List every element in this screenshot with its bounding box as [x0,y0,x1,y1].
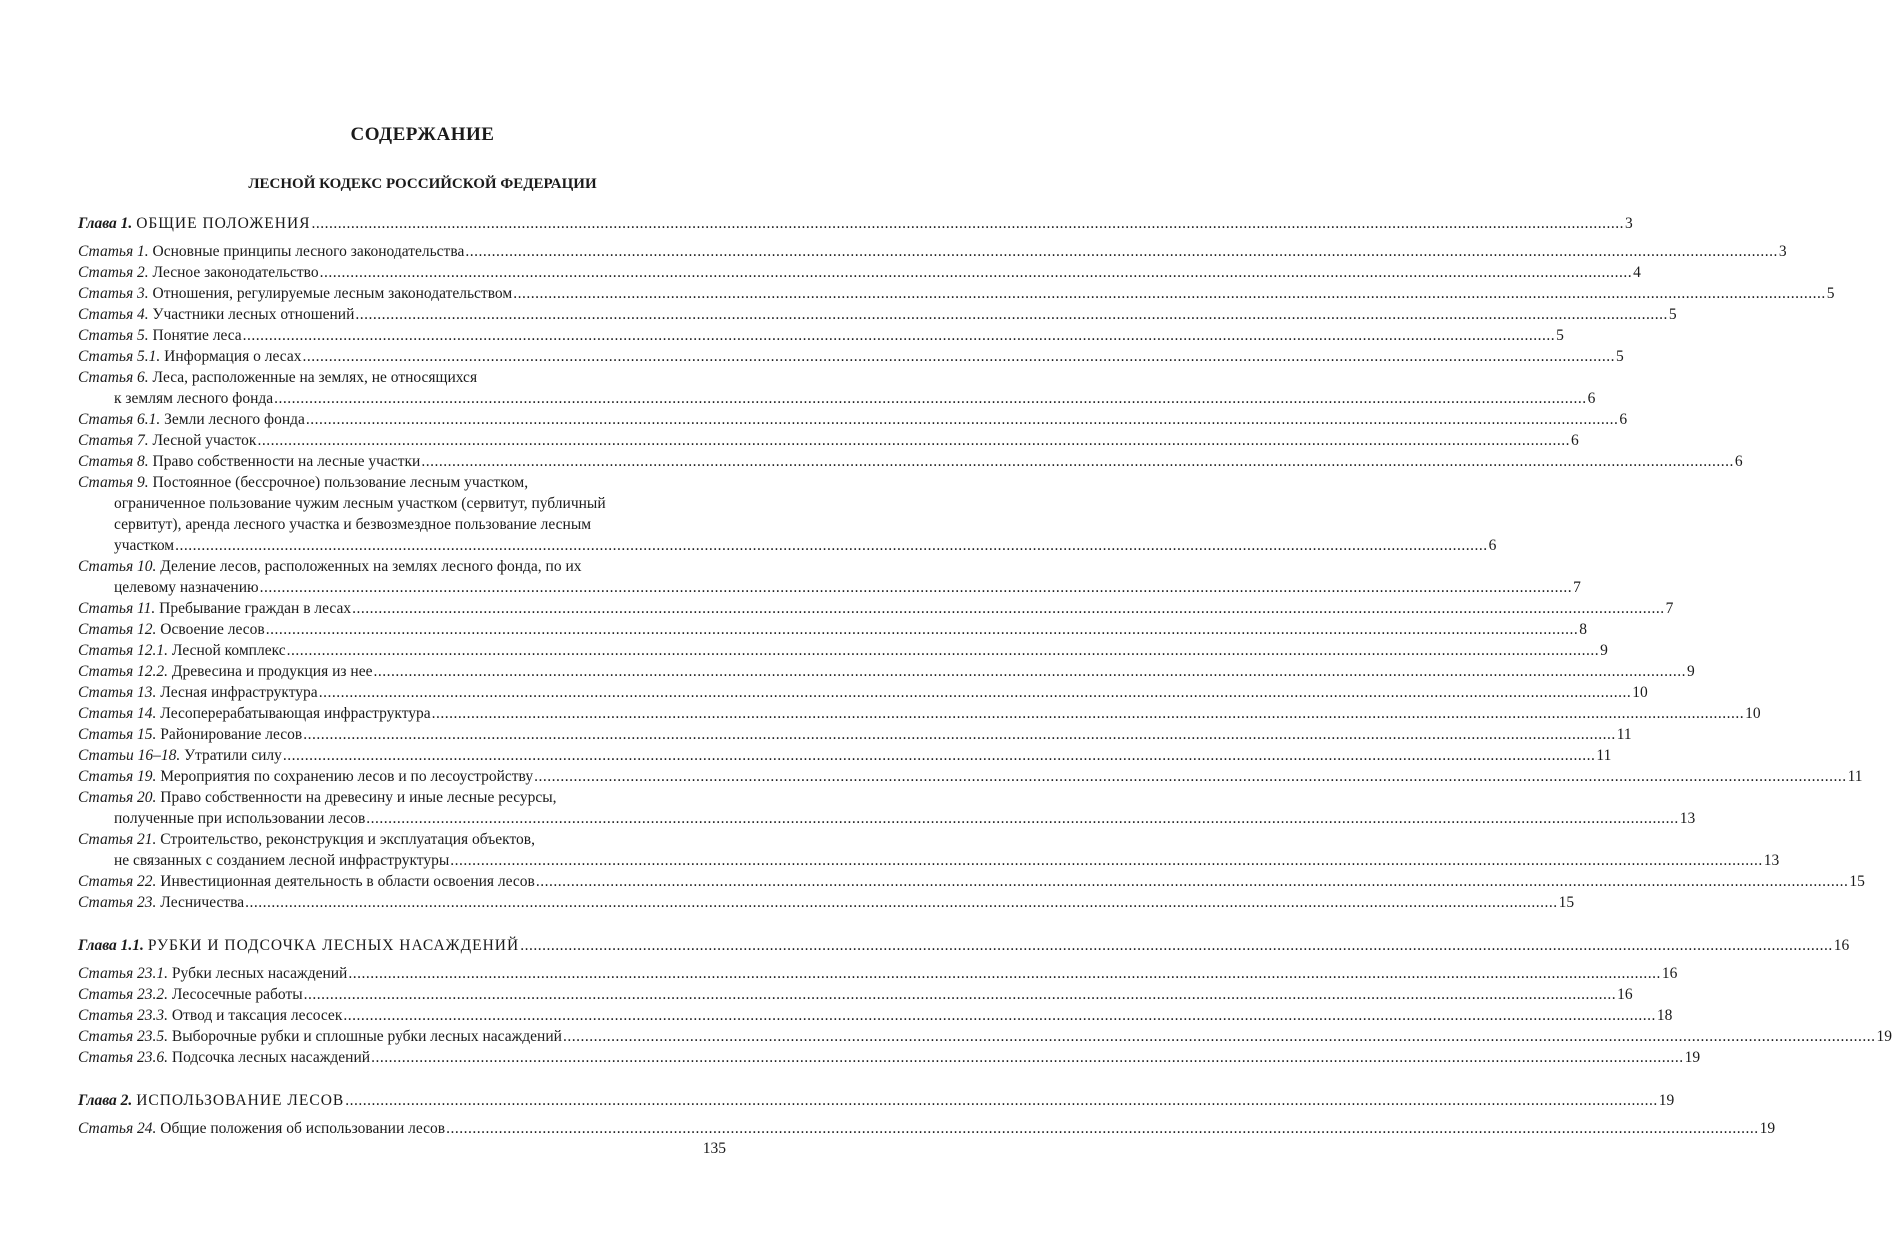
toc-entry-label: Статья 10. [78,558,157,575]
toc-entry-text [78,598,351,619]
toc-entry[interactable] [78,984,1633,1005]
toc-entry-line [78,640,1608,661]
toc-entry-text [78,1005,342,1026]
toc-entry-label: Статья 1. [78,243,149,260]
toc-chapter[interactable] [78,935,1850,956]
toc-leader-dots: ............................................................................................................................................................................................................................................................................................................ [259,579,1573,596]
toc-page-number: 5 [1826,285,1835,302]
toc-entry-label: Статья 15. [78,726,157,743]
toc-page-number: 11 [1596,747,1612,764]
toc-entry-title: сервитут), аренда лесного участка и безвозмездное пользование лесным [114,516,592,533]
toc-page-number: 10 [1745,705,1761,722]
toc-entry-title: Основные принципы лесного законодательства [152,243,465,260]
toc-leader-dots: ............................................................................................................................................................................................................................................................................................................ [305,411,1619,428]
toc-page-number: 9 [1686,663,1695,680]
toc-entry-line [78,535,1497,556]
toc-entry-title: Лесной участок [152,432,257,449]
toc-chapter-label: Глава 1.1. [78,937,144,954]
toc-entry-line [78,619,1587,640]
toc-entry-text [78,1026,562,1047]
toc-entry-title: Лесосечные работы [171,986,303,1003]
toc-leader-dots: ............................................................................................................................................................................................................................................................................................................ [345,1092,1658,1109]
toc-entry-text [78,682,318,703]
toc-entry-label: Статья 4. [78,306,149,323]
toc-entry-text [78,829,535,850]
toc-entry[interactable] [78,1047,1701,1068]
toc-entry-text [114,493,606,514]
toc-chapter-title: ОБЩИЕ ПОЛОЖЕНИЯ [136,215,311,232]
toc-page-number: 6 [1570,432,1579,449]
toc-entry-text [78,619,265,640]
toc-leader-dots: ............................................................................................................................................................................................................................................................................................................ [311,215,1624,232]
toc-entry-title: Отвод и таксация лесосек [171,1007,343,1024]
toc-entry-line [78,241,1787,262]
toc-entry-line [78,766,1863,787]
toc-entry-line [78,703,1761,724]
toc-entry-label: Статья 22. [78,873,157,890]
toc-entry[interactable] [78,619,1587,640]
toc-entry-text [78,787,557,808]
toc-entry-title: Деление лесов, расположенных на землях лесного фонда, по их [160,558,582,575]
toc-entry-line [78,493,726,514]
toc-entry-line [78,430,1579,451]
toc-page-number: 5 [1668,306,1677,323]
toc-entry-label: Статья 9. [78,474,149,491]
toc-entry-title: Подсочка лесных насаждений [171,1049,371,1066]
toc-page-number: 5 [1615,348,1624,365]
toc-leader-dots: ............................................................................................................................................................................................................................................................................................................ [348,965,1661,982]
toc-page-number: 7 [1665,600,1674,617]
toc-leader-dots: ............................................................................................................................................................................................................................................................................................................ [371,1049,1684,1066]
toc-leader-dots: ............................................................................................................................................................................................................................................................................................................ [562,1028,1876,1045]
toc-chapter-label: Глава 1. [78,215,133,232]
toc-entry[interactable] [78,430,1579,451]
toc-chapter-line [78,935,1850,956]
toc-entry-line [78,787,726,808]
toc-entry-text [78,304,354,325]
toc-entry[interactable] [78,892,1575,913]
toc-entry-text [78,283,512,304]
toc-entry-line [78,682,1648,703]
toc-entry-label: Статья 23. [78,894,157,911]
toc-leader-dots: ............................................................................................................................................................................................................................................................................................................ [175,537,1488,554]
toc-entry-line [78,514,726,535]
toc-chapter-line [78,213,1633,234]
toc-entry-title: Мероприятия по сохранению лесов и по лесоустройству [160,768,534,785]
page-number: 135 [702,1140,726,1157]
toc-entry-title: Леса, расположенные на землях, не относящихся [152,369,478,386]
toc-entry-text [78,1047,370,1068]
toc-entry-label: Статья 3. [78,285,149,302]
toc-page-number: 6 [1619,411,1628,428]
toc-entry-text [78,871,535,892]
toc-entry-title: Инвестиционная деятельность в области освоения лесов [160,873,535,890]
toc-leader-dots: ............................................................................................................................................................................................................................................................................................................ [465,243,1778,260]
toc-chapter-heading [78,935,519,956]
toc-entry-line [78,346,1624,367]
toc-entry-title: Понятие леса [152,327,242,344]
toc-leader-dots: ............................................................................................................................................................................................................................................................................................................ [286,642,1600,659]
toc-entry-text [78,451,420,472]
toc-entry[interactable] [78,409,1628,430]
toc-entry[interactable] [78,283,1835,304]
toc-leader-dots: ............................................................................................................................................................................................................................................................................................................ [274,390,1587,407]
toc-entry-title: целевому назначению [114,579,259,596]
toc-chapter-label: Глава 2. [78,1092,133,1109]
toc-page-number: 5 [1556,327,1564,344]
toc-page-number: 19 [1876,1028,1892,1045]
toc-leader-dots: ............................................................................................................................................................................................................................................................................................................ [282,747,1596,764]
toc-entry-title: Районирование лесов [160,726,303,743]
toc-entry-text [78,724,302,745]
toc-page-number: 16 [1833,937,1850,954]
toc-entry[interactable] [78,325,1564,346]
toc-entry-line [78,451,1743,472]
toc-entry-title: Пребывание граждан в лесах [159,600,352,617]
toc-entry-line [78,1047,1701,1068]
toc-entry-line [78,409,1628,430]
toc-entry-title: Информация о лесах [164,348,302,365]
toc-chapter[interactable] [78,1090,1675,1111]
toc-entry-text [114,388,273,409]
toc-leader-dots: ............................................................................................................................................................................................................................................................................................................ [242,327,1556,344]
toc-entry-text [78,984,303,1005]
toc-entry-label: Статья 23.2. [78,986,169,1003]
toc-leader-dots: ............................................................................................................................................................................................................................................................................................................ [450,852,1763,869]
toc-entry-line [78,892,1575,913]
toc-page-number: 15 [1849,873,1865,890]
toc-entry-title: Лесоперерабатывающая инфраструктура [160,705,431,722]
toc-entry-line [78,598,1674,619]
toc-entry-title: Утратили силу [184,747,282,764]
table-of-contents [78,213,1892,1139]
toc-entry-line [78,984,1633,1005]
toc-page-number: 3 [1624,215,1633,232]
toc-entry-title: Общие положения об использовании лесов [160,1120,446,1137]
toc-entry-text [78,745,282,766]
toc-chapter-line [78,1090,1675,1111]
toc-page-number: 6 [1734,453,1743,470]
toc-entry-line [78,262,1641,283]
toc-entry-label: Статья 6. [78,369,149,386]
toc-leader-dots: ............................................................................................................................................................................................................................................................................................................ [446,1120,1759,1137]
toc-entry-title: Рубки лесных насаждений [171,965,348,982]
toc-entry-label: Статья 14. [78,705,157,722]
toc-entry-line [78,1026,1892,1047]
toc-leader-dots: ............................................................................................................................................................................................................................................................................................................ [302,348,1615,365]
toc-entry-label: Статья 12.2. [78,663,169,680]
toc-entry-label: Статья 23.5. [78,1028,169,1045]
toc-leader-dots: ............................................................................................................................................................................................................................................................................................................ [352,600,1665,617]
toc-entry-line [78,304,1677,325]
toc-page-number: 8 [1579,621,1587,638]
toc-entry-line [78,1005,1673,1026]
toc-entry-label: Статья 12.1. [78,642,169,659]
toc-entry[interactable] [78,1026,1892,1047]
toc-entry-line [78,724,1632,745]
toc-entry-title: Выборочные рубки и сплошные рубки лесных насаждений [171,1028,562,1045]
toc-entry-line [78,556,726,577]
toc-entry-line [78,388,1596,409]
toc-entry-label: Статья 11. [78,600,156,617]
toc-leader-dots: ............................................................................................................................................................................................................................................................................................................ [265,621,1579,638]
toc-entry[interactable] [78,766,1863,787]
toc-entry-text [78,262,319,283]
toc-entry-line [78,325,1564,346]
toc-entry[interactable] [78,871,1865,892]
toc-chapter-title: ИСПОЛЬЗОВАНИЕ ЛЕСОВ [136,1092,345,1109]
toc-entry-title: Лесная инфраструктура [160,684,318,701]
toc-entry-title: Отношения, регулируемые лесным законодательством [152,285,513,302]
toc-entry[interactable] [78,451,1743,472]
toc-entry-label: Статья 23.3. [78,1007,169,1024]
toc-entry-text [114,535,174,556]
toc-entry[interactable] [78,1118,1776,1139]
toc-entry-title: участком [114,537,175,554]
toc-entry[interactable] [78,661,1695,682]
toc-chapter-heading [78,1090,344,1111]
toc-entry[interactable] [78,304,1677,325]
toc-entry-label: Статьи 16–18. [78,747,181,764]
toc-entry[interactable] [78,241,1787,262]
toc-entry-line [78,661,1695,682]
toc-entry[interactable] [78,682,1648,703]
toc-entry-line [78,283,1835,304]
toc-chapter-heading [78,213,310,234]
toc-entry[interactable] [78,556,1581,598]
toc-leader-dots: ............................................................................................................................................................................................................................................................................................................ [535,873,1849,890]
toc-entry-label: Статья 20. [78,789,157,806]
toc-entry-title: полученные при использовании лесов [114,810,366,827]
toc-leader-dots: ............................................................................................................................................................................................................................................................................................................ [431,705,1745,722]
toc-leader-dots: ............................................................................................................................................................................................................................................................................................................ [373,663,1686,680]
toc-leader-dots: ............................................................................................................................................................................................................................................................................................................ [319,264,1633,281]
toc-entry[interactable] [78,472,1497,556]
toc-leader-dots: ............................................................................................................................................................................................................................................................................................................ [245,894,1558,911]
page-subtitle: ЛЕСНОЙ КОДЕКС РОССИЙСКОЙ ФЕДЕРАЦИИ [248,176,597,192]
toc-entry-title: не связанных с созданием лесной инфраструктуры [114,852,450,869]
toc-entry-title: Освоение лесов [160,621,265,638]
toc-entry-title: Право собственности на древесину и иные лесные ресурсы, [160,789,557,806]
toc-entry-text [78,409,305,430]
toc-leader-dots: ............................................................................................................................................................................................................................................................................................................ [513,285,1826,302]
page-title: СОДЕРЖАНИЕ [350,124,495,145]
toc-entry[interactable] [78,829,1780,871]
toc-entry[interactable] [78,724,1632,745]
toc-page-number: 10 [1632,684,1648,701]
toc-entry[interactable] [78,367,1596,409]
toc-page-number: 11 [1847,768,1863,785]
toc-page-number: 19 [1684,1049,1701,1066]
toc-entry-title: Лесное законодательство [152,264,319,281]
toc-entry-label: Статья 5.1. [78,348,161,365]
toc-entry-line [78,367,726,388]
toc-entry-text [78,1118,445,1139]
toc-entry-text [78,640,286,661]
toc-leader-dots: ............................................................................................................................................................................................................................................................................................................ [355,306,1668,323]
toc-entry-text [114,577,259,598]
toc-chapter[interactable] [78,213,1633,234]
toc-entry-label: Статья 24. [78,1120,157,1137]
toc-entry-label: Статья 12. [78,621,157,638]
toc-entry-text [78,241,464,262]
toc-entry-text [78,661,372,682]
toc-page-number: 9 [1600,642,1608,659]
toc-entry-line [78,871,1865,892]
toc-entry-label: Статья 8. [78,453,149,470]
toc-entry-text [78,472,528,493]
toc-page-number: 16 [1617,986,1633,1003]
toc-entry-label: Статья 21. [78,831,157,848]
toc-entry[interactable] [78,745,1612,766]
toc-page-number: 16 [1661,965,1678,982]
toc-entry-label: Статья 13. [78,684,157,701]
toc-page-number: 15 [1558,894,1575,911]
toc-page-number: 13 [1763,852,1780,869]
toc-entry-title: Лесной комплекс [171,642,286,659]
toc-entry[interactable] [78,640,1608,661]
toc-entry-title: к землям лесного фонда [114,390,274,407]
toc-entry-text [78,892,244,913]
toc-entry[interactable] [78,703,1761,724]
toc-entry-text [78,367,477,388]
toc-page-number: 6 [1587,390,1596,407]
toc-entry-label: Статья 7. [78,432,149,449]
toc-leader-dots: ............................................................................................................................................................................................................................................................................................................ [303,986,1617,1003]
toc-entry-title: Участники лесных отношений [152,306,355,323]
toc-entry-line [78,963,1678,984]
toc-entry-line [78,1118,1776,1139]
toc-entry-title: ограниченное пользование чужим лесным участком (сервитут, публичный [114,495,606,512]
toc-entry-title: Земли лесного фонда [164,411,305,428]
toc-page-number: 11 [1616,726,1632,743]
toc-entry-title: Строительство, реконструкция и эксплуатация объектов, [160,831,535,848]
toc-entry-text [78,556,581,577]
toc-entry-line [78,829,726,850]
toc-page-number: 3 [1778,243,1787,260]
toc-leader-dots: ............................................................................................................................................................................................................................................................................................................ [520,937,1833,954]
toc-entry[interactable] [78,1005,1673,1026]
toc-entry-label: Статья 23.6. [78,1049,169,1066]
toc-entry-text [78,346,301,367]
toc-page-number: 19 [1759,1120,1776,1137]
toc-entry-text [78,703,431,724]
toc-entry-text [114,808,365,829]
toc-entry[interactable] [78,262,1641,283]
toc-entry-label: Статья 23.1. [78,965,169,982]
toc-entry-title: Право собственности на лесные участки [152,453,421,470]
toc-entry-line [78,577,1581,598]
toc-entry-label: Статья 2. [78,264,149,281]
toc-entry-text [78,325,242,346]
toc-leader-dots: ............................................................................................................................................................................................................................................................................................................ [303,726,1616,743]
toc-entry-line [78,472,726,493]
toc-entry-line [78,850,1780,871]
toc-page-number: 18 [1656,1007,1673,1024]
toc-entry[interactable] [78,787,1696,829]
toc-entry-label: Статья 5. [78,327,149,344]
toc-entry[interactable] [78,963,1678,984]
toc-entry[interactable] [78,346,1624,367]
toc-page-number: 13 [1679,810,1696,827]
toc-leader-dots: ............................................................................................................................................................................................................................................................................................................ [318,684,1632,701]
toc-entry-text [78,963,347,984]
toc-entry-title: Постоянное (бессрочное) пользование лесным участком, [152,474,529,491]
toc-entry[interactable] [78,598,1674,619]
toc-page-number: 19 [1658,1092,1675,1109]
toc-entry-text [78,430,256,451]
toc-entry-label: Статья 6.1. [78,411,161,428]
toc-leader-dots: ............................................................................................................................................................................................................................................................................................................ [534,768,1847,785]
toc-leader-dots: ............................................................................................................................................................................................................................................................................................................ [343,1007,1656,1024]
toc-page-number: 6 [1488,537,1497,554]
toc-entry-title: Древесина и продукция из нее [171,663,373,680]
toc-page-number: 7 [1573,579,1581,596]
toc-leader-dots: ............................................................................................................................................................................................................................................................................................................ [366,810,1679,827]
toc-entry-label: Статья 19. [78,768,157,785]
toc-entry-text [114,850,449,871]
toc-entry-line [78,745,1612,766]
toc-entry-line [78,808,1696,829]
toc-leader-dots: ............................................................................................................................................................................................................................................................................................................ [421,453,1734,470]
toc-leader-dots: ............................................................................................................................................................................................................................................................................................................ [257,432,1570,449]
toc-chapter-title: РУБКИ И ПОДСОЧКА ЛЕСНЫХ НАСАЖДЕНИЙ [147,937,520,954]
toc-entry-text [78,766,533,787]
toc-entry-text [114,514,591,535]
toc-page-number: 4 [1633,264,1641,281]
toc-entry-title: Лесничества [160,894,245,911]
